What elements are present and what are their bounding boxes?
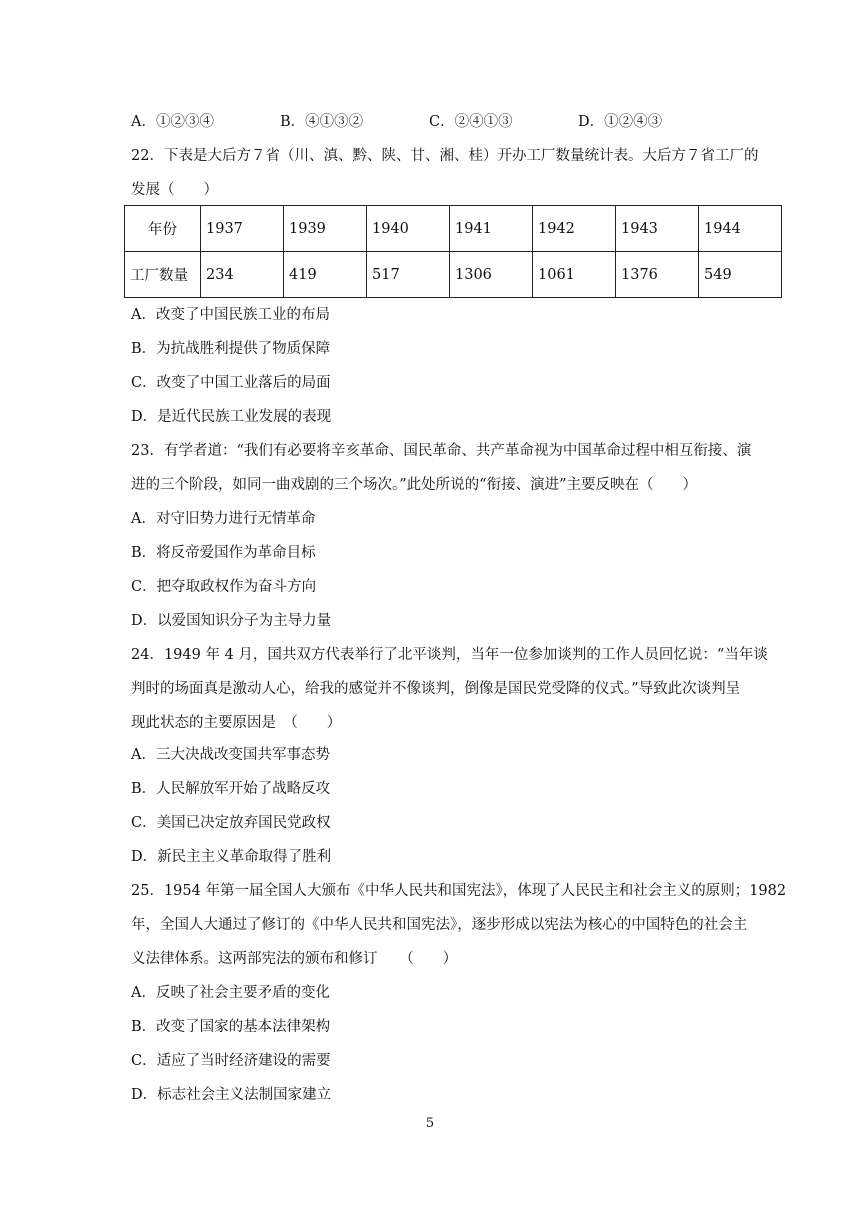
q25-stem-line3: 义法律体系。这两部宪法的颁布和修订 （ ） [131, 951, 458, 967]
table-cell-year: 1942 [533, 206, 616, 252]
table-header-label: 年份 [125, 206, 201, 252]
q23-stem-line2: 进的三个阶段，如同一曲戏剧的三个场次。”此处所说的“衔接、演进”主要反映在（ ） [131, 477, 697, 493]
q24-option-b: B．人民解放军开始了战略反攻 [131, 781, 331, 797]
table-cell-count: 1061 [533, 252, 616, 298]
table-row-years [125, 206, 782, 252]
q21-option-d: D．①②④③ [578, 114, 663, 130]
q25-option-a: A．反映了社会主要矛盾的变化 [131, 985, 330, 1001]
table-cell-year: 1940 [367, 206, 450, 252]
q24-stem-line2: 判时的场面真是激动人心，给我的感觉并不像谈判，倒像是国民党受降的仪式。”导致此次谈判呈 [131, 681, 741, 697]
q25-option-c: C．适应了当时经济建设的需要 [131, 1053, 331, 1069]
q25-option-d: D．标志社会主义法制国家建立 [131, 1087, 332, 1103]
table-cell-year: 1943 [616, 206, 699, 252]
table-cell-count: 234 [201, 252, 284, 298]
q22-option-b: B．为抗战胜利提供了物质保障 [131, 341, 331, 357]
q21-option-c: C．②④①③ [429, 114, 513, 130]
table-cell-count: 419 [284, 252, 367, 298]
table-row-counts [125, 252, 782, 298]
q23-option-b: B．将反帝爱国作为革命目标 [131, 545, 316, 561]
q25-option-b: B．改变了国家的基本法律架构 [131, 1019, 331, 1035]
table-cell-year: 1941 [450, 206, 533, 252]
q24-option-d: D．新民主主义革命取得了胜利 [131, 849, 332, 865]
q22-option-a: A．改变了中国民族工业的布局 [131, 307, 330, 323]
table-cell-count: 549 [699, 252, 782, 298]
q21-option-b: B．④①③② [280, 114, 364, 130]
table-cell-count: 1376 [616, 252, 699, 298]
q21-option-a: A．①②③④ [131, 114, 214, 130]
q23-option-a: A．对守旧势力进行无情革命 [131, 511, 316, 527]
table-cell-year: 1939 [284, 206, 367, 252]
table-cell-count: 1306 [450, 252, 533, 298]
table-cell-year: 1937 [201, 206, 284, 252]
table-cell-count: 517 [367, 252, 450, 298]
q21-options [131, 112, 791, 132]
table-row-label: 工厂数量 [125, 252, 201, 298]
q22-stem-line1: 22．下表是大后方７省（川、滇、黔、陕、甘、湘、桂）开办工厂数量统计表。大后方７省工厂的 [131, 148, 759, 164]
factory-count-table [124, 205, 782, 298]
q25-stem-line2: 年，全国人大通过了修订的《中华人民共和国宪法》，逐步形成以宪法为核心的中国特色的社会主 [131, 917, 748, 933]
q24-option-a: A．三大决战改变国共军事态势 [131, 747, 330, 763]
table-cell-year: 1944 [699, 206, 782, 252]
q23-option-c: C．把夺取政权作为奋斗方向 [131, 579, 317, 595]
q23-option-d: D．以爱国知识分子为主导力量 [131, 613, 332, 629]
q22-option-d: D．是近代民族工业发展的表现 [131, 409, 332, 425]
q22-option-c: C．改变了中国工业落后的局面 [131, 375, 331, 391]
q24-stem-line3: 现此状态的主要原因是 （ ） [131, 715, 342, 731]
q25-stem-line1: 25．1954 年第一届全国人大颁布《中华人民共和国宪法》，体现了人民民主和社会主义的原则；1982 [131, 883, 787, 899]
page-number: 5 [425, 1116, 435, 1131]
q22-stem-line2: 发展（ ） [131, 182, 218, 198]
q23-stem-line1: 23．有学者道：“我们有必要将辛亥革命、国民革命、共产革命视为中国革命过程中相互衔接、演 [131, 443, 752, 459]
q24-stem-line1: 24．1949 年 4 月，国共双方代表举行了北平谈判，当年一位参加谈判的工作人员回忆说：“当年谈 [131, 647, 768, 663]
q24-option-c: C．美国已决定放弃国民党政权 [131, 815, 331, 831]
